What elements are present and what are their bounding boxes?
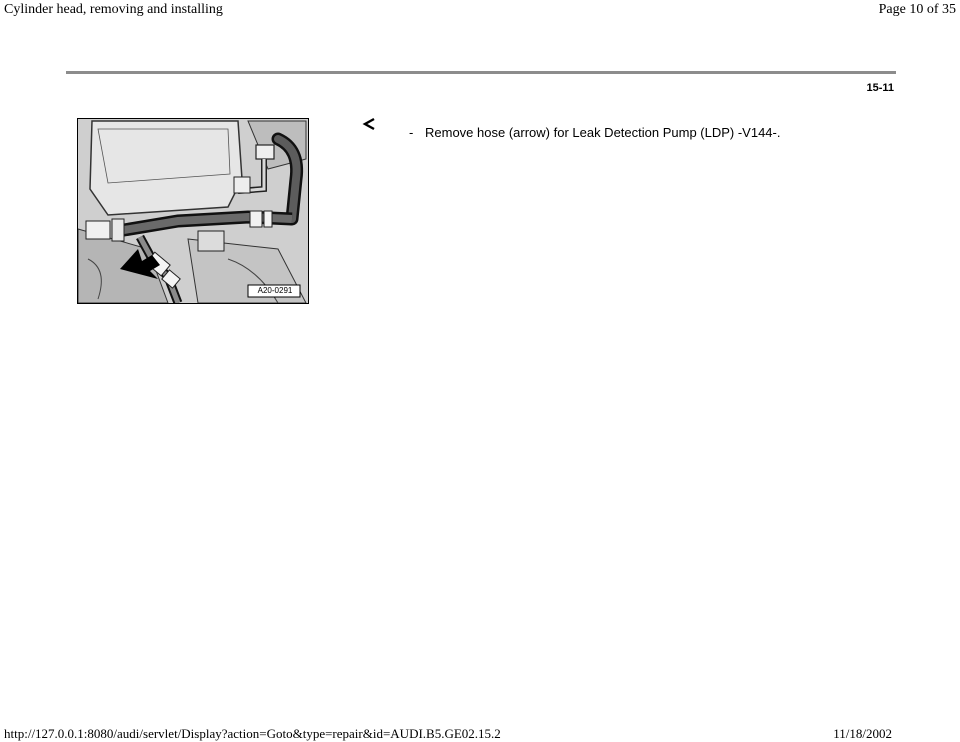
footer-date: 11/18/2002 bbox=[833, 726, 892, 741]
header-divider bbox=[66, 71, 896, 74]
section-page-number: 15-11 bbox=[866, 82, 894, 94]
arrow-left-icon bbox=[362, 117, 376, 131]
document-title: Cylinder head, removing and installing bbox=[4, 2, 223, 17]
page-indicator: Page 10 of 35 bbox=[878, 2, 956, 17]
step-text: Remove hose (arrow) for Leak Detection Pump (LDP) -V144-. bbox=[425, 125, 781, 140]
step-bullet: - bbox=[409, 125, 414, 140]
footer-url: http://127.0.0.1:8080/audi/servlet/Display?action=Goto&type=repair&id=AUDI.B5.GE02.15.2 bbox=[4, 726, 501, 741]
figure-label: A20-0291 bbox=[257, 286, 293, 295]
instruction-step bbox=[409, 125, 780, 140]
engine-hose-illustration bbox=[77, 118, 309, 304]
